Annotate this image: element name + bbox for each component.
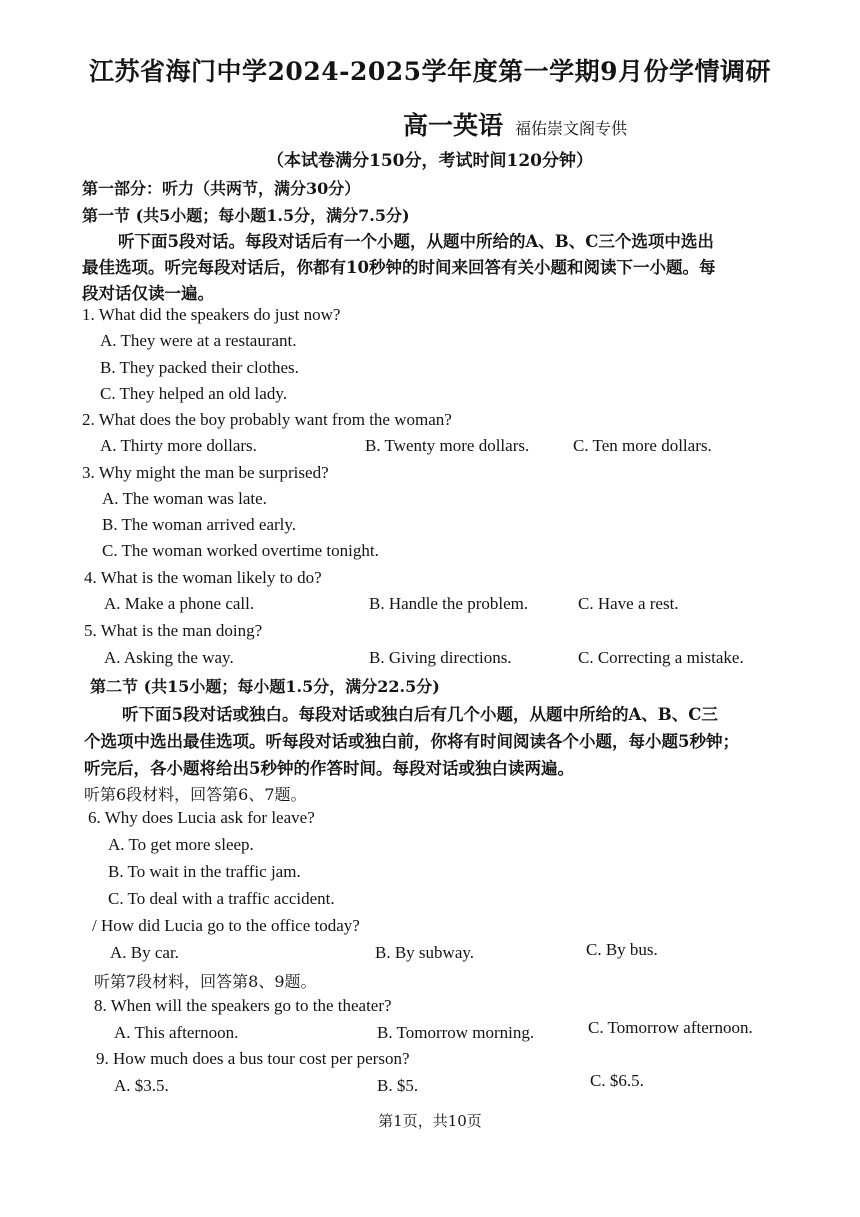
question-option: B. Twenty more dollars.	[365, 436, 530, 455]
question-option: C. The woman worked overtime tonight.	[102, 541, 379, 560]
question-option: B. The woman arrived early.	[102, 515, 297, 534]
section1-instruction-1: 听下面5段对话。每段对话后有一个小题，从题中所给的A、B、C三个选项中选出	[118, 232, 714, 251]
section2-instruction-1: 听下面5段对话或独白。每段对话或独白后有几个小题，从题中所给的A、B、C三	[122, 705, 718, 724]
question-option: A. They were at a restaurant.	[100, 331, 297, 350]
question-option: A. Thirty more dollars.	[100, 436, 257, 455]
question-option: C. Have a rest.	[578, 594, 679, 613]
question-option: C. Ten more dollars.	[573, 436, 712, 455]
subject-note: 福佑崇文阁专供	[515, 119, 628, 138]
exam-info: （本试卷满分150分，考试时间120分钟）	[267, 151, 593, 171]
question-option: B. By subway.	[375, 943, 475, 962]
page-footer: 第1页，共10页	[378, 1112, 482, 1130]
question-option: B. To wait in the traffic jam.	[108, 862, 301, 881]
subject-line	[0, 106, 860, 142]
question-option: C. By bus.	[586, 940, 658, 959]
question-option: A. Make a phone call.	[104, 594, 255, 613]
section1-heading: 第一节 (共5小题；每小题1.5分，满分7.5分)	[82, 206, 410, 225]
question-option: A. $3.5.	[114, 1076, 169, 1095]
section2-instruction-3: 听完后，各小题将给出5秒钟的作答时间。每段对话或独白读两遍。	[84, 759, 574, 778]
question-stem: 8. When will the speakers go to the theater?	[94, 996, 392, 1015]
question-stem: 6. Why does Lucia ask for leave?	[88, 808, 315, 827]
section2-heading: 第二节 (共15小题；每小题1.5分，满分22.5分)	[90, 677, 440, 696]
question-option: B. Handle the problem.	[369, 594, 529, 613]
material-note: 听第6段材料，回答第6、7题。	[84, 785, 307, 804]
question-option: A. Asking the way.	[104, 648, 234, 667]
section1-instruction-2: 最佳选项。听完每段对话后，你都有10秒钟的时间来回答有关小题和阅读下一小题。每	[82, 258, 716, 277]
question-option: C. $6.5.	[590, 1071, 644, 1090]
question-stem: 4. What is the woman likely to do?	[84, 568, 322, 587]
material-note: 听第7段材料，回答第8、9题。	[94, 972, 317, 991]
part1-heading: 第一部分：听力（共两节，满分30分）	[82, 179, 361, 198]
section1-instruction-3: 段对话仅读一遍。	[82, 284, 214, 303]
question-stem: 2. What does the boy probably want from the woman?	[82, 410, 452, 429]
question-stem: 1. What did the speakers do just now?	[82, 305, 341, 324]
question-option: A. By car.	[110, 943, 179, 962]
section2-instruction-2: 个选项中选出最佳选项。听每段对话或独白前，你将有时间阅读各个小题，每小题5秒钟；	[84, 732, 739, 751]
question-option: B. They packed their clothes.	[100, 358, 299, 377]
question-stem: 9. How much does a bus tour cost per person?	[96, 1049, 410, 1068]
question-option: C. They helped an old lady.	[100, 384, 287, 403]
subject-name: 高一英语	[402, 111, 503, 140]
question-option: B. Tomorrow morning.	[377, 1023, 535, 1042]
question-option: C. Correcting a mistake.	[578, 648, 744, 667]
question-option: A. The woman was late.	[102, 489, 267, 508]
question-option: B. $5.	[377, 1076, 419, 1095]
question-option: A. This afternoon.	[114, 1023, 239, 1042]
exam-title: 江苏省海门中学2024-2025学年度第一学期9月份学情调研	[89, 57, 771, 86]
question-option: A. To get more sleep.	[108, 835, 254, 854]
question-stem: 5. What is the man doing?	[84, 621, 263, 640]
question-option: B. Giving directions.	[369, 648, 512, 667]
question-option: C. To deal with a traffic accident.	[108, 889, 335, 908]
question-stem: 3. Why might the man be surprised?	[82, 463, 329, 482]
question-stem: / How did Lucia go to the office today?	[92, 916, 360, 935]
question-option: C. Tomorrow afternoon.	[588, 1018, 753, 1037]
